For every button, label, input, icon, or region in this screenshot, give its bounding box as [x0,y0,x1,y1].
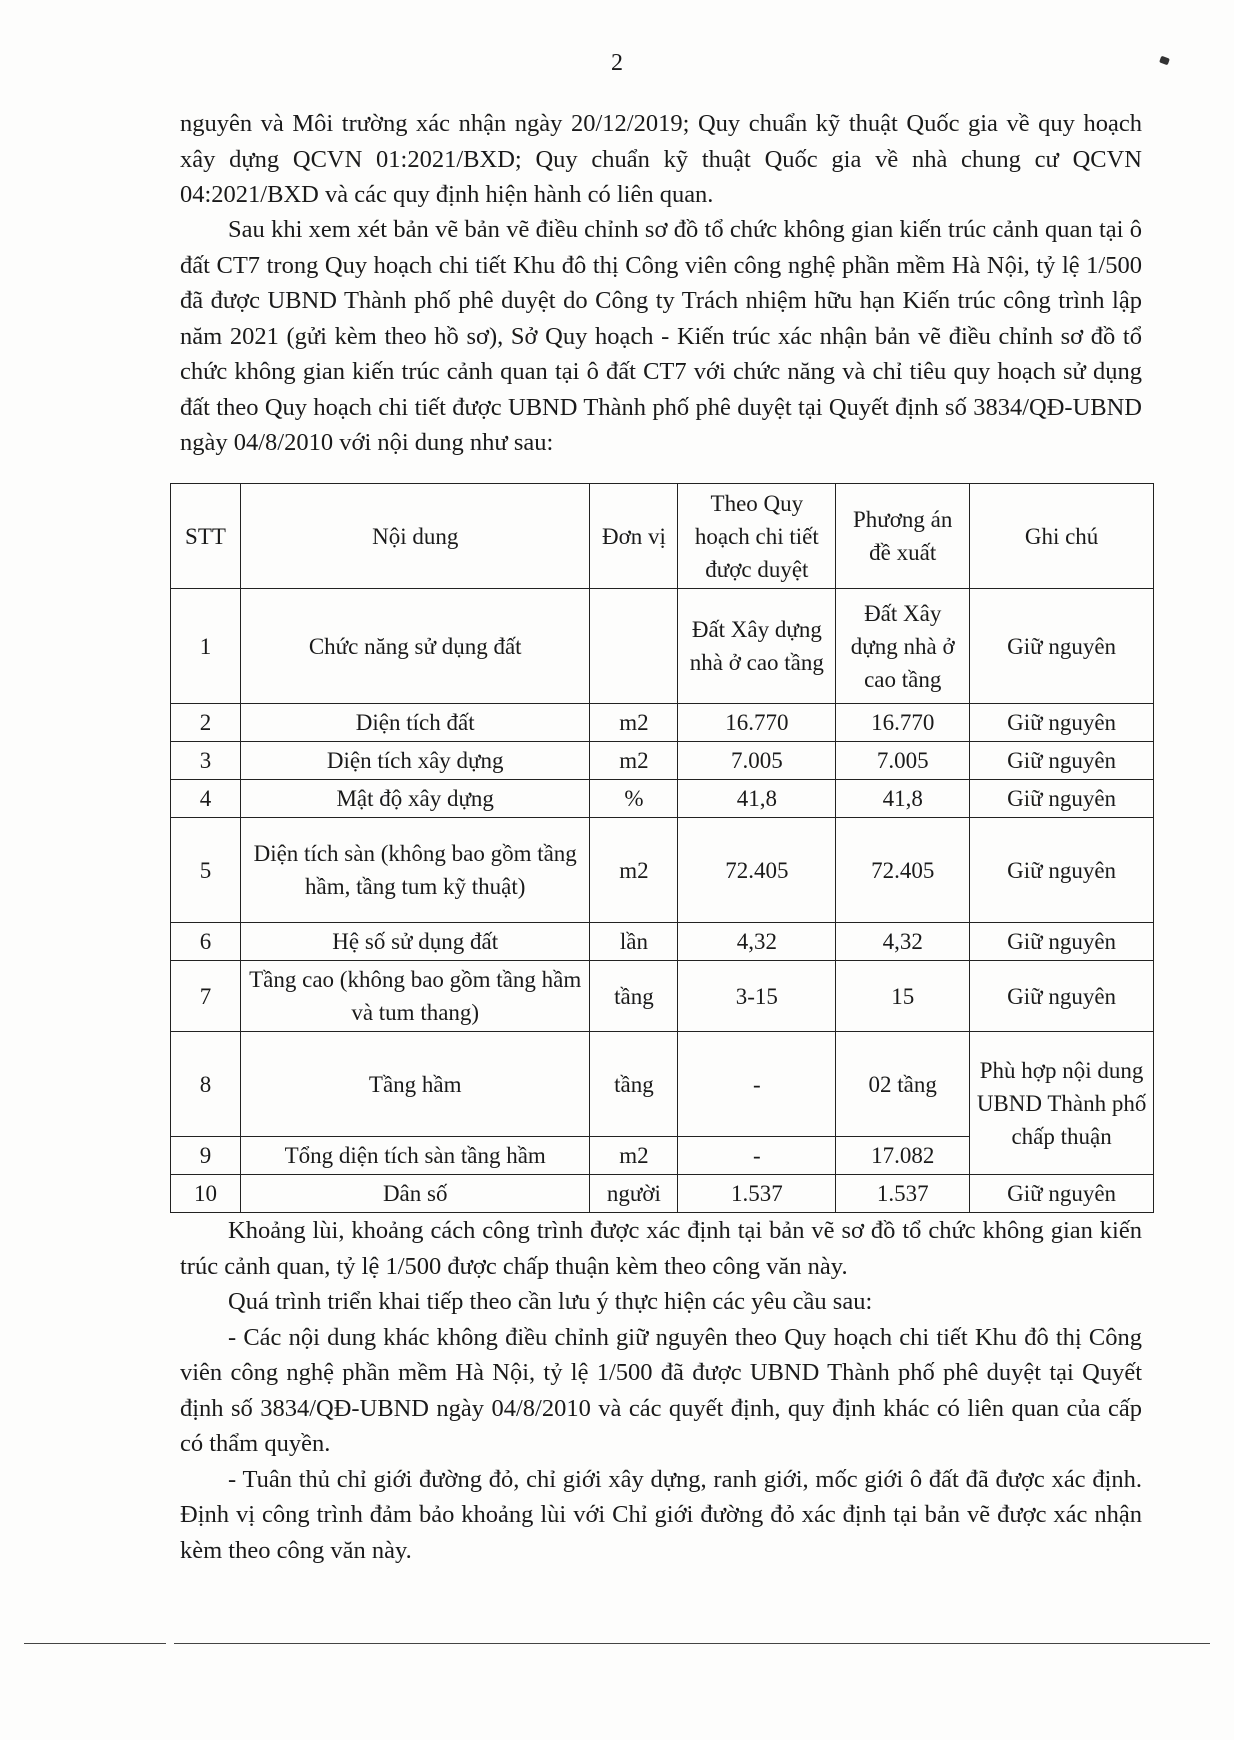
cell-unit: m2 [590,818,678,923]
cell-proposal: 72.405 [836,818,970,923]
cell-content: Diện tích xây dựng [240,742,590,780]
cell-approved-plan: 3-15 [678,961,836,1032]
cell-approved-plan: - [678,1032,836,1137]
requirement-item: - Tuân thủ chỉ giới đường đỏ, chỉ giới xây dựng, ranh giới, mốc giới ô đất đã được xác định. Định vị công trình đảm bảo khoảng lùi với Chỉ giới đường đỏ xác định tại bản vẽ được xác nhận kèm theo công văn này. [180,1465,1142,1564]
table-header-row [171,484,1154,589]
cell-proposal: 02 tầng [836,1032,970,1137]
cell-unit: lần [590,923,678,961]
cell-approved-plan: 1.537 [678,1175,836,1213]
cell-content: Tầng cao (không bao gồm tầng hầm và tum thang) [240,961,590,1032]
cell-content: Dân số [240,1175,590,1213]
cell-note: Giữ nguyên [970,704,1154,742]
cell-unit: m2 [590,1137,678,1175]
cell-note: Giữ nguyên [970,923,1154,961]
paragraph-review [180,212,1142,461]
cell-note: Giữ nguyên [970,818,1154,923]
cell-content: Diện tích đất [240,704,590,742]
header-proposal: Phương án đề xuất [836,484,970,589]
cell-note: Giữ nguyên [970,1175,1154,1213]
paragraphs-after-table [180,1213,1142,1568]
setback-text: Khoảng lùi, khoảng cách công trình được xác định tại bản vẽ sơ đồ tổ chức không gian kiến trúc cảnh quan, tỷ lệ 1/500 được chấp thuận kèm theo công văn này. [180,1217,1142,1280]
footer-divider [24,1643,1210,1644]
table-row [171,742,1154,780]
cell-stt: 7 [171,961,241,1032]
cell-content: Mật độ xây dựng [240,780,590,818]
cell-content: Diện tích sàn (không bao gồm tầng hầm, tầng tum kỹ thuật) [240,818,590,923]
cell-stt: 5 [171,818,241,923]
cell-note: Giữ nguyên [970,780,1154,818]
cell-content: Tổng diện tích sàn tầng hầm [240,1137,590,1175]
intro-text: nguyên và Môi trường xác nhận ngày 20/12/2019; Quy chuẩn kỹ thuật Quốc gia về quy hoạch xây dựng QCVN 01:2021/BXD; Quy chuẩn kỹ thuật Quốc gia về nhà chung cư QCVN 04:2021/BXD và các quy định hiện hành có liên quan. [180,110,1142,208]
header-note: Ghi chú [970,484,1154,589]
cell-proposal: Đất Xây dựng nhà ở cao tầng [836,589,970,704]
cell-stt: 10 [171,1175,241,1213]
table-row [171,589,1154,704]
cell-note: Giữ nguyên [970,961,1154,1032]
cell-proposal: 7.005 [836,742,970,780]
cell-approved-plan: 72.405 [678,818,836,923]
paragraph-intro [180,106,1142,213]
requirement-item: - Các nội dung khác không điều chỉnh giữ nguyên theo Quy hoạch chi tiết Khu đô thị Công viên công nghệ phần mềm Hà Nội, tỷ lệ 1/500 đã được UBND Thành phố phê duyệt tại Quyết định số 3834/QĐ-UBND ngày 04/8/2010 và các quyết định, quy định khác có liên quan của cấp có thẩm quyền. [180,1323,1142,1457]
cell-approved-plan: 41,8 [678,780,836,818]
table-row [171,780,1154,818]
table-row [171,818,1154,923]
cell-unit [590,589,678,704]
cell-stt: 6 [171,923,241,961]
cell-stt: 3 [171,742,241,780]
cell-unit: m2 [590,742,678,780]
table-row [171,961,1154,1032]
cell-unit: tầng [590,1032,678,1137]
cell-proposal: 41,8 [836,780,970,818]
cell-approved-plan: 4,32 [678,923,836,961]
cell-content: Tầng hầm [240,1032,590,1137]
table-row [171,704,1154,742]
cell-note: Giữ nguyên [970,742,1154,780]
page-number: 2 [611,50,623,76]
cell-proposal: 17.082 [836,1137,970,1175]
footer-divider-gap [166,1641,174,1646]
cell-proposal: 15 [836,961,970,1032]
cell-stt: 4 [171,780,241,818]
cell-approved-plan: 16.770 [678,704,836,742]
cell-unit: % [590,780,678,818]
header-content: Nội dung [240,484,590,589]
cell-stt: 2 [171,704,241,742]
cell-stt: 9 [171,1137,241,1175]
table-row [171,923,1154,961]
cell-note: Giữ nguyên [970,589,1154,704]
cell-stt: 8 [171,1032,241,1137]
cell-proposal: 1.537 [836,1175,970,1213]
table-row [171,1175,1154,1213]
cell-stt: 1 [171,589,241,704]
cell-unit: tầng [590,961,678,1032]
cell-approved-plan: 7.005 [678,742,836,780]
cell-note-merged: Phù hợp nội dung UBND Thành phố chấp thuận [970,1032,1154,1175]
table-row [171,1032,1154,1137]
planning-indicators-table [170,483,1154,1213]
cell-content: Chức năng sử dụng đất [240,589,590,704]
cell-proposal: 16.770 [836,704,970,742]
requirements-intro-text: Quá trình triển khai tiếp theo cần lưu ý thực hiện các yêu cầu sau: [228,1288,873,1315]
cell-proposal: 4,32 [836,923,970,961]
header-stt: STT [171,484,241,589]
review-text: Sau khi xem xét bản vẽ bản vẽ điều chỉnh sơ đồ tổ chức không gian kiến trúc cảnh quan tại ô đất CT7 trong Quy hoạch chi tiết Khu đô thị Công viên công nghệ phần mềm Hà Nội, tỷ lệ 1/500 đã được UBND Thành phố phê duyệt do Công ty Trách nhiệm hữu hạn Kiến trúc công trình lập năm 2021 (gửi kèm theo hồ sơ), Sở Quy hoạch - Kiến trúc xác nhận bản vẽ điều chỉnh sơ đồ tổ chức không gian kiến trúc cảnh quan tại ô đất CT7 với chức năng và chỉ tiêu quy hoạch sử dụng đất theo Quy hoạch chi tiết được UBND Thành phố phê duyệt tại Quyết định số 3834/QĐ-UBND ngày 04/8/2010 với nội dung như sau: [180,216,1142,456]
cell-unit: người [590,1175,678,1213]
cell-approved-plan: - [678,1137,836,1175]
cell-content: Hệ số sử dụng đất [240,923,590,961]
cell-unit: m2 [590,704,678,742]
header-unit: Đơn vị [590,484,678,589]
cell-approved-plan: Đất Xây dựng nhà ở cao tầng [678,589,836,704]
header-approved-plan: Theo Quy hoạch chi tiết được duyệt [678,484,836,589]
